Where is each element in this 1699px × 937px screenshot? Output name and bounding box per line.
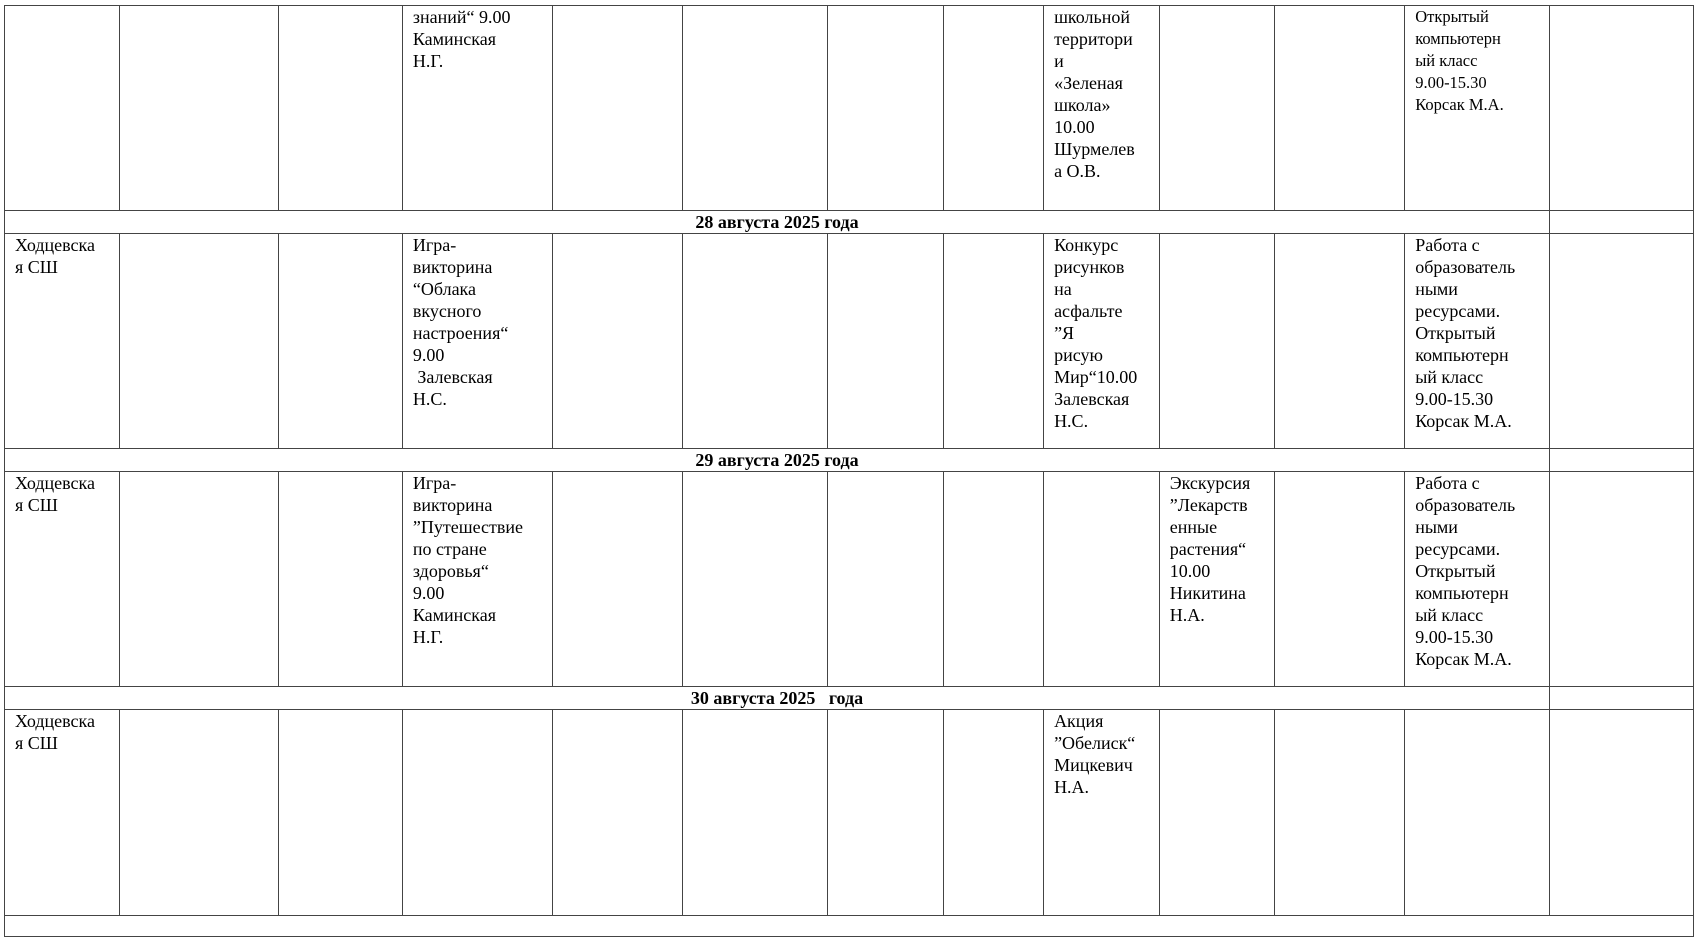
table-row [5, 6, 1694, 211]
cell-text-line: ными [1415, 517, 1458, 537]
cell-text-line: ресурсами. [1415, 539, 1501, 559]
cell-text-line: Открытый [1415, 7, 1489, 26]
cell-event [1405, 234, 1550, 449]
cell-text-line: ый класс [1415, 367, 1484, 387]
cell-text-line: образователь [1415, 257, 1516, 277]
cell-text-line: Н.А. [1054, 777, 1090, 797]
cell-text-line: Н.Г. [412, 51, 444, 71]
cell-text-line: 9.00-15.30 [1415, 627, 1494, 647]
cell-text-line: Игра- [412, 473, 457, 493]
cell-event [1159, 472, 1275, 687]
cell-text-line: Н.Г. [412, 627, 444, 647]
cell-event [1044, 6, 1160, 211]
cell-text-line: компьютерн [1415, 345, 1509, 365]
cell-text-line: Ходцевска [15, 711, 95, 731]
cell-text-line: ресурсами. [1415, 301, 1501, 321]
cell-text-line: рисунков [1054, 257, 1125, 277]
cell-text-line: компьютерн [1415, 29, 1501, 48]
cell-text-line: школа» [1054, 95, 1111, 115]
cell-text-line: вкусного [412, 301, 482, 321]
cell-text-line: Залевская [412, 367, 493, 387]
cell-text-line: Работа с [1415, 473, 1480, 493]
cell-text-line: а О.В. [1054, 161, 1101, 181]
cell-text-line: викторина [412, 495, 493, 515]
cell-text-line: Открытый [1415, 323, 1496, 343]
cell-text-line: 9.00 [412, 345, 445, 365]
cell-text-line: «Зеленая [1054, 73, 1123, 93]
cell-text-line: Н.С. [412, 389, 447, 409]
cell-event [402, 6, 552, 211]
cell-text-line: растения“ [1169, 539, 1247, 559]
cell-text-line: Работа с [1415, 235, 1480, 255]
cell-text-line: Н.А. [1169, 605, 1205, 625]
cell-event [1044, 234, 1160, 449]
cell-text-line: на [1054, 279, 1072, 299]
cell-text-line: Корсак М.А. [1415, 411, 1512, 431]
cell-text-line: Никитина [1169, 583, 1246, 603]
cell-text-line: Ходцевска [15, 473, 95, 493]
cell-text-line: 9.00-15.30 [1415, 389, 1494, 409]
cell-text-line: настроения“ [412, 323, 509, 343]
cell-text-line: Мицкевич [1054, 755, 1133, 775]
date-row [5, 449, 1694, 472]
cell-text-line: здоровья“ [412, 561, 489, 581]
cell-text-line: Конкурс [1054, 235, 1119, 255]
cell-school [5, 234, 120, 449]
cell-event [1044, 710, 1160, 916]
cell-event [1405, 472, 1550, 687]
cell-text-line: Ходцевска [15, 235, 95, 255]
cell-text-line: я СШ [15, 733, 58, 753]
date-heading: 30 августа 2025 года [5, 687, 1550, 710]
cell-text-line: Корсак М.А. [1415, 649, 1512, 669]
cell-text-line: викторина [412, 257, 493, 277]
cell-text-line: Мир“10.00 [1054, 367, 1138, 387]
cell-text-line: Н.С. [1054, 411, 1089, 431]
cell-text-line: я СШ [15, 495, 58, 515]
cell-text-line: Шурмелев [1054, 139, 1135, 159]
cell-school [5, 710, 120, 916]
table-row [5, 234, 1694, 449]
cell-text-line: Каминская [412, 605, 497, 625]
cell-text-line: территори [1054, 29, 1133, 49]
date-heading: 28 августа 2025 года [5, 211, 1550, 234]
cell-text-line: я СШ [15, 257, 58, 277]
cell-text-line: Открытый [1415, 561, 1496, 581]
cell-text-line: компьютерн [1415, 583, 1509, 603]
cell-text-line: 9.00-15.30 [1415, 73, 1487, 92]
cell-text-line: школьной [1054, 7, 1130, 27]
cell-text-line: Игра- [412, 235, 457, 255]
cell-text-line: по стране [412, 539, 487, 559]
cell-event [1405, 6, 1550, 211]
cell-text-line: ными [1415, 279, 1458, 299]
cell-text-line: ”Путешествие [412, 517, 524, 537]
cell-text-line: ”Обелиск“ [1054, 733, 1136, 753]
cell-text-line: 10.00 [1054, 117, 1095, 137]
cell-text-line: асфальте [1054, 301, 1123, 321]
cell-text-line: образователь [1415, 495, 1516, 515]
cell-event [402, 472, 552, 687]
cell-text-line: Залевская [1054, 389, 1130, 409]
cell-text-line: Акция [1054, 711, 1104, 731]
cell-school [5, 6, 120, 211]
cell-text-line: ”Я [1054, 323, 1075, 343]
date-row [5, 687, 1694, 710]
table-row [5, 710, 1694, 916]
schedule-table [4, 5, 1694, 937]
date-row [5, 211, 1694, 234]
cell-text-line: знаний“ 9.00 [412, 7, 511, 27]
cell-text-line: рисую [1054, 345, 1103, 365]
cell-text-line: Каминская [412, 29, 497, 49]
cell-text-line: 10.00 [1169, 561, 1211, 581]
cell-text-line: и [1054, 51, 1064, 71]
cell-text-line: Экскурсия [1169, 473, 1251, 493]
cell-text-line: енные [1169, 517, 1218, 537]
date-heading: 29 августа 2025 года [5, 449, 1550, 472]
table-row [5, 472, 1694, 687]
cell-text-line: “Облака [412, 279, 477, 299]
cell-event [402, 234, 552, 449]
cell-text-line: ”Лекарств [1169, 495, 1248, 515]
cell-text-line: ый класс [1415, 605, 1484, 625]
cell-text-line: 9.00 [412, 583, 445, 603]
cell-text-line: ый класс [1415, 51, 1478, 70]
table-row [5, 916, 1694, 937]
cell-text-line: Корсак М.А. [1415, 95, 1504, 114]
cell-school [5, 472, 120, 687]
